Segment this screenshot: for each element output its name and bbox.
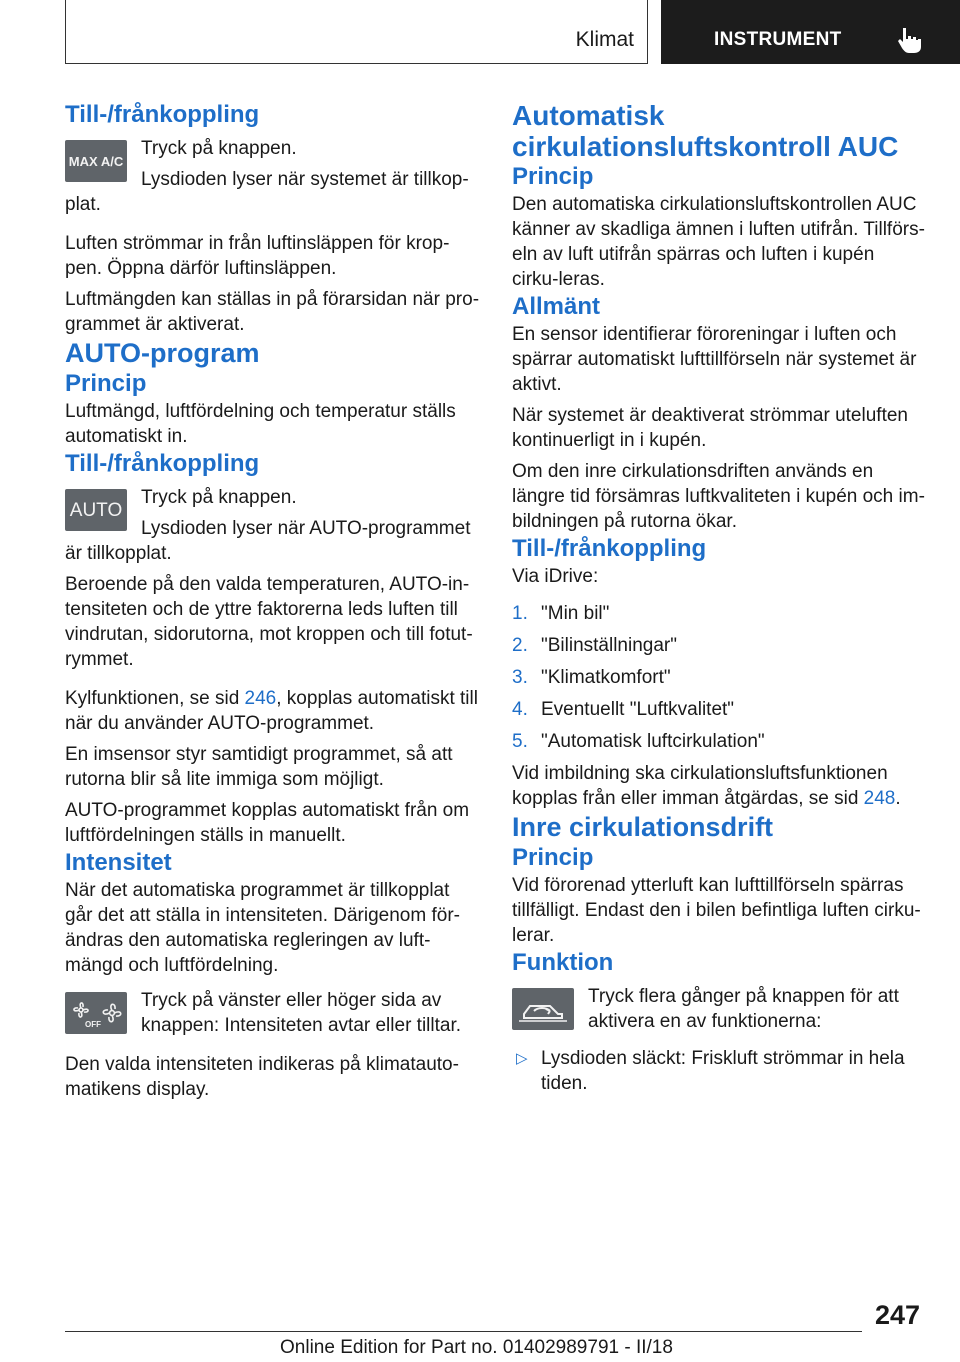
max-ac-step: Tryck på knappen. (141, 138, 297, 159)
auc-allmant-p1: En sensor identifierar föroreningar i luften och spärrar automatiskt lufttillförseln när systemet är aktivt. (512, 324, 917, 395)
max-ac-instruction (65, 136, 481, 217)
recirculation-button-image (512, 988, 574, 1030)
auc-note-text: Vid imbildning ska cirkulationsluftsfunktionen kopplas från eller imman åtgärdas, se sid (512, 763, 888, 809)
auc-toggle-heading: Till-/frånkoppling (512, 535, 707, 562)
list-item (512, 697, 925, 722)
auc-allmant-p2: När systemet är deaktiverat strömmar uteluften kontinuerligt in i kupén. (512, 405, 908, 451)
list-item (512, 1046, 925, 1096)
triangle-bullet-icon: ▷ (516, 1050, 528, 1067)
auto-princip-text: Luftmängd, luftfördelning och temperatur ställs automatiskt in. (65, 401, 456, 447)
max-ac-heading: Till-/frånkoppling (65, 101, 260, 128)
inre-step: Tryck flera gånger på knappen för att aktivera en av funktionerna: (588, 986, 899, 1032)
intensitet-step: Tryck på vänster eller höger sida av knappen: Intensiteten avtar eller tilltar. (141, 990, 462, 1036)
auto-princip-heading: Princip (65, 370, 147, 397)
step-number: 1. (512, 603, 528, 624)
step-number: 3. (512, 667, 528, 688)
intensitet-p2: Den valda intensiteten indikeras på klimatauto-matikens display. (65, 1054, 459, 1100)
footer-edition: Online Edition for Part no. 01402989791 - II/18 (280, 1337, 673, 1358)
auto-p1: Beroende på den valda temperaturen, AUTO-in-tensiteten och de yttre faktorerna leds luften till vindrutan, sidorutorna, mot kroppen och till fotut-rymmet. (65, 574, 473, 670)
step-number: 5. (512, 731, 528, 752)
step-text: "Min bil" (541, 603, 610, 624)
inre-heading: Inre cirkulationsdrift (512, 812, 774, 842)
intensitet-instruction (65, 988, 481, 1038)
page-link-248[interactable]: 248 (863, 788, 896, 809)
auto-p3: En imsensor styr samtidigt programmet, så att rutorna blir så lite immiga som möjligt. (65, 744, 453, 790)
chapter-tab[interactable] (661, 0, 960, 64)
chapter-label: INSTRUMENT (714, 29, 842, 50)
step-number: 4. (512, 699, 528, 720)
footer-divider (65, 1331, 862, 1332)
list-item (512, 729, 925, 754)
max-ac-button-image (65, 140, 127, 182)
auc-princip-text: Den automatiska cirkulationsluftskontrollen AUC känner av skadliga ämnen i luften utifrån. Tillförs-eln av luft utifrån spärras och luften i kupén cirku-leras. (512, 194, 925, 290)
auc-allmant-p3: Om den inre cirkulationsdriften används en längre tid försämras luftkvaliteten i kupén och im-bildningen på rutorna ökar. (512, 461, 925, 532)
page-number: 247 (875, 1300, 921, 1330)
list-item (512, 665, 925, 690)
inre-funktion-heading: Funktion (512, 949, 614, 976)
car-recirculation-icon (516, 994, 570, 1024)
header-frame (65, 0, 648, 64)
left-column (65, 100, 481, 1102)
step-number: 2. (512, 635, 528, 656)
step-text: "Klimatkomfort" (541, 667, 671, 688)
intensitet-heading: Intensitet (65, 849, 172, 876)
inre-bullets (512, 1046, 925, 1096)
auto-button-image (65, 489, 127, 531)
inre-instruction (512, 984, 925, 1034)
auc-allmant-heading: Allmänt (512, 293, 601, 320)
auto-p4: AUTO-programmet kopplas automatiskt från om luftfördelningen ställs in manuellt. (65, 800, 470, 846)
max-ac-p1: Luften strömmar in från luftinsläppen för krop-pen. Öppna därför luftinsläppen. (65, 233, 450, 279)
intensitet-p1: När det automatiska programmet är tillkopplat går det att ställa in intensiteten. Därigenom för-ändras den automatiska regleringen av luft-mängd och luftfördelning. (65, 880, 460, 976)
auto-p2-text-end: , kopplas automatiskt till när du använder AUTO-programmet. (65, 688, 478, 734)
inre-princip-text: Vid förorenad ytterluft kan lufttillförseln spärras tillfälligt. Endast den i bilen befintliga luften cirku-lerar. (512, 875, 921, 946)
auto-step: Tryck på knappen. (141, 487, 297, 508)
auto-button-label: AUTO (69, 499, 123, 521)
section-title: Klimat (575, 28, 634, 51)
step-text: Eventuellt "Luftkvalitet" (541, 699, 735, 720)
max-ac-p2: Luftmängden kan ställas in på förarsidan när pro-grammet är aktiverat. (65, 289, 480, 335)
max-ac-led: Lysdioden lyser när systemet är tillkop-plat. (65, 169, 469, 215)
list-item (512, 601, 925, 626)
auc-note-end: . (895, 788, 901, 809)
pointing-hand-icon (897, 26, 923, 59)
max-ac-button-label: MAX A/C (68, 153, 124, 169)
step-text: "Bilinställningar" (541, 635, 677, 656)
bullet-text: Lysdioden släckt: Friskluft strömmar in hela tiden. (541, 1048, 905, 1094)
auc-princip-heading: Princip (512, 163, 594, 190)
auto-led: Lysdioden lyser när AUTO-programmet är tillkopplat. (65, 518, 471, 564)
idrive-steps (512, 601, 925, 754)
intensity-button-image (65, 992, 127, 1034)
auto-heading: AUTO-program (65, 338, 260, 368)
step-text: "Automatisk luftcirkulation" (541, 731, 765, 752)
auc-via: Via iDrive: (512, 566, 599, 587)
list-item (512, 633, 925, 658)
auto-instruction (65, 485, 481, 566)
fan-icon (68, 996, 124, 1030)
page-link-246[interactable]: 246 (244, 688, 277, 709)
auc-note (512, 761, 925, 811)
inre-princip-heading: Princip (512, 844, 594, 871)
auto-toggle-heading: Till-/frånkoppling (65, 450, 260, 477)
auc-heading: Automatisk cirkulationsluftskontroll AUC (512, 100, 899, 162)
auto-p2 (65, 686, 481, 736)
intensity-button-label: OFF (85, 1020, 101, 1029)
auto-p2-text: Kylfunktionen, se sid (65, 688, 245, 709)
right-column (512, 100, 925, 1096)
